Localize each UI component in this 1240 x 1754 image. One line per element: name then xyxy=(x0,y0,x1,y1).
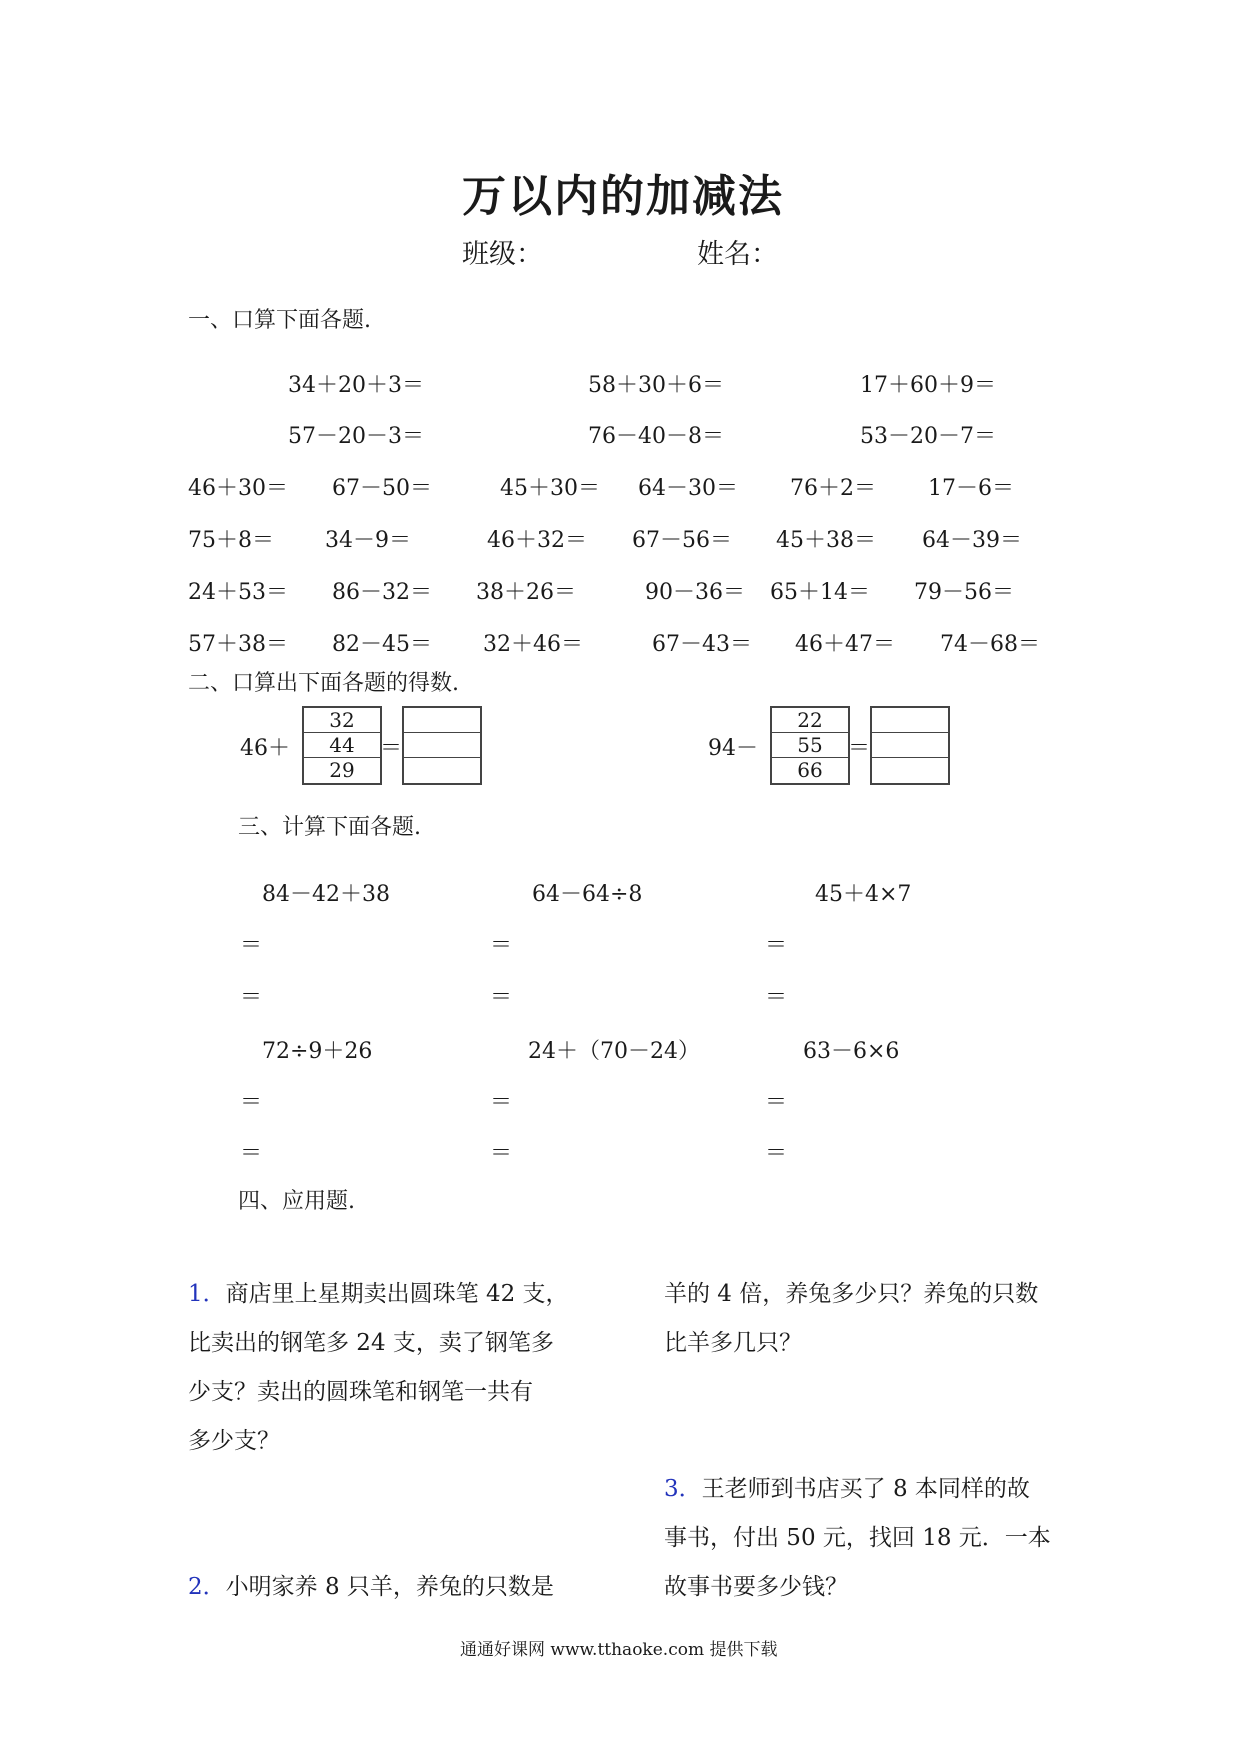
calc-equals: ＝ xyxy=(490,933,513,958)
answer-box xyxy=(870,706,950,785)
oral-expr: 46＋47＝ xyxy=(795,632,895,657)
oral-expr: 64－39＝ xyxy=(922,528,1022,553)
problem-text: 商店里上星期卖出圆珠笔 42 支， xyxy=(225,1281,569,1307)
calc-expr: 24＋（70－24） xyxy=(528,1039,700,1064)
oral-expr: 86－32＝ xyxy=(332,580,432,605)
calc-equals: ＝ xyxy=(765,933,788,958)
answer-cell xyxy=(872,708,948,733)
oral-expr: 75＋8＝ xyxy=(188,528,274,553)
oral-expr: 74－68＝ xyxy=(940,632,1040,657)
problem-2 xyxy=(188,1563,554,1612)
oral-expr: 58＋30＋6＝ xyxy=(588,373,724,398)
answer-cell xyxy=(404,708,480,733)
oral-expr: 24＋53＝ xyxy=(188,580,288,605)
calc-equals: ＝ xyxy=(240,985,263,1010)
box-value: 29 xyxy=(329,758,355,782)
answer-cell xyxy=(404,758,480,783)
footer-text: 通通好课网 www.tthaoke.com 提供下载 xyxy=(460,1640,778,1660)
box-equals: ＝ xyxy=(380,736,403,761)
calc-equals: ＝ xyxy=(765,1141,788,1166)
problem-2-continued xyxy=(664,1270,1038,1368)
problem-number: 2． xyxy=(188,1574,226,1600)
oral-expr: 79－56＝ xyxy=(914,580,1014,605)
box-value: 32 xyxy=(304,708,380,733)
section-4-heading: 四、应用题. xyxy=(238,1189,355,1214)
oral-expr: 65＋14＝ xyxy=(770,580,870,605)
calc-equals: ＝ xyxy=(490,985,513,1010)
oral-expr: 67－43＝ xyxy=(652,632,752,657)
section-3-heading: 三、计算下面各题. xyxy=(238,815,421,840)
number-box xyxy=(302,706,382,785)
oral-expr: 53－20－7＝ xyxy=(860,424,996,449)
oral-expr: 17－6＝ xyxy=(928,476,1014,501)
problem-text: 事书，付出 50 元，找回 18 元．一本 xyxy=(664,1525,1051,1551)
oral-expr: 45＋38＝ xyxy=(776,528,876,553)
name-label: 姓名： xyxy=(697,239,778,270)
oral-expr: 34＋20＋3＝ xyxy=(288,373,424,398)
calc-equals: ＝ xyxy=(240,933,263,958)
box-prefix: 46＋ xyxy=(240,736,290,761)
answer-box xyxy=(402,706,482,785)
section-1-heading: 一、口算下面各题. xyxy=(188,308,371,333)
calc-equals: ＝ xyxy=(240,1141,263,1166)
box-equals: ＝ xyxy=(848,736,871,761)
page-title: 万以内的加减法 xyxy=(462,171,784,222)
oral-expr: 46＋32＝ xyxy=(487,528,587,553)
oral-expr: 90－36＝ xyxy=(645,580,745,605)
oral-expr: 46＋30＝ xyxy=(188,476,288,501)
problem-text: 少支？卖出的圆珠笔和钢笔一共有 xyxy=(188,1379,533,1405)
box-value: 22 xyxy=(772,708,848,733)
problem-number: 1． xyxy=(188,1281,226,1307)
calc-equals: ＝ xyxy=(240,1090,263,1115)
oral-expr: 57＋38＝ xyxy=(188,632,288,657)
oral-expr: 76＋2＝ xyxy=(790,476,876,501)
problem-text: 小明家养 8 只羊，养兔的只数是 xyxy=(225,1574,554,1600)
calc-expr: 84－42＋38 xyxy=(262,882,390,907)
problem-text: 羊的 4 倍，养兔多少只？养兔的只数 xyxy=(664,1281,1039,1307)
problem-3 xyxy=(664,1465,1051,1612)
oral-expr: 32＋46＝ xyxy=(483,632,583,657)
calc-equals: ＝ xyxy=(765,985,788,1010)
box-prefix: 94－ xyxy=(708,736,758,761)
oral-expr: 76－40－8＝ xyxy=(588,424,724,449)
oral-expr: 57－20－3＝ xyxy=(288,424,424,449)
box-value: 55 xyxy=(772,733,848,758)
box-value: 66 xyxy=(797,758,823,782)
oral-expr: 45＋30＝ xyxy=(500,476,600,501)
answer-cell xyxy=(872,758,948,783)
problem-1 xyxy=(188,1270,569,1466)
oral-expr: 34－9＝ xyxy=(325,528,411,553)
problem-text: 比羊多几只？ xyxy=(664,1330,802,1356)
problem-number: 3． xyxy=(664,1476,702,1502)
calc-equals: ＝ xyxy=(490,1141,513,1166)
calc-expr: 72÷9＋26 xyxy=(262,1039,373,1064)
problem-text: 比卖出的钢笔多 24 支，卖了钢笔多 xyxy=(188,1330,554,1356)
problem-text: 王老师到书店买了 8 本同样的故 xyxy=(701,1476,1030,1502)
oral-expr: 17＋60＋9＝ xyxy=(860,373,996,398)
class-label: 班级： xyxy=(462,239,543,270)
calc-expr: 45＋4×7 xyxy=(815,882,912,907)
section-2-heading: 二、口算出下面各题的得数. xyxy=(188,671,459,696)
oral-expr: 64－30＝ xyxy=(638,476,738,501)
oral-expr: 82－45＝ xyxy=(332,632,432,657)
answer-cell xyxy=(404,733,480,758)
calc-equals: ＝ xyxy=(490,1090,513,1115)
oral-expr: 67－56＝ xyxy=(632,528,732,553)
calc-expr: 64－64÷8 xyxy=(532,882,643,907)
answer-cell xyxy=(872,733,948,758)
calc-equals: ＝ xyxy=(765,1090,788,1115)
number-box xyxy=(770,706,850,785)
oral-expr: 67－50＝ xyxy=(332,476,432,501)
box-value: 44 xyxy=(304,733,380,758)
calc-expr: 63－6×6 xyxy=(803,1039,900,1064)
problem-text: 故事书要多少钱？ xyxy=(664,1574,848,1600)
oral-expr: 38＋26＝ xyxy=(476,580,576,605)
problem-text: 多少支？ xyxy=(188,1428,280,1454)
